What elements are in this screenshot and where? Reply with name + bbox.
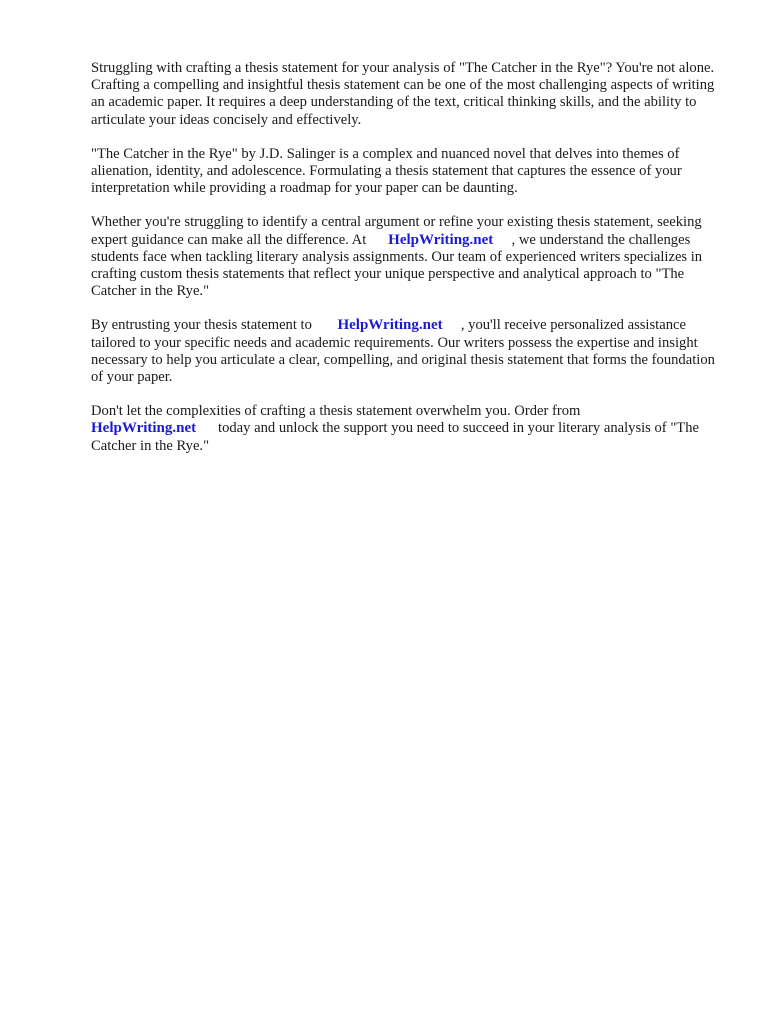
paragraph-expert-guidance-text-after: , we understand the challenges students face when tackling literary analysis assignments. Our team of experienced writers specializes in crafting custom thesis statements that reflect your unique perspective and analytical approach to "The Catcher in the Rye."	[91, 231, 703, 300]
paragraph-expert-guidance	[91, 214, 721, 300]
paragraph-entrusting-text-after: , you'll receive personalized assistance tailored to your specific needs and academic requirements. Our writers possess the expertise and insight necessary to help you articulate a clear, compelling, and original thesis statement that forms the foundation of your paper.	[91, 317, 715, 386]
paragraph-novel-summary-text: "The Catcher in the Rye" by J.D. Salinger is a complex and nuanced novel that delves into themes of alienation, identity, and adolescence. Formulating a thesis statement that captures the essence of your interpretation while providing a roadmap for your paper can be daunting.	[91, 145, 682, 197]
helpwriting-link-1[interactable]: HelpWriting.net	[388, 231, 494, 248]
paragraph-call-to-action-text-after: today and unlock the support you need to succeed in your literary analysis of "The Catcher in the Rye."	[91, 420, 699, 454]
helpwriting-link-3[interactable]: HelpWriting.net	[91, 420, 197, 437]
paragraph-entrusting-text-before: By entrusting your thesis statement to	[91, 317, 312, 334]
document-page	[91, 60, 721, 472]
helpwriting-link-2[interactable]: HelpWriting.net	[337, 317, 443, 334]
paragraph-expert-guidance-text-before: Whether you're struggling to identify a central argument or refine your existing thesis statement, seeking expert guidance can make all the difference. At	[91, 214, 702, 248]
paragraph-call-to-action	[91, 403, 721, 455]
paragraph-intro-text: Struggling with crafting a thesis statement for your analysis of "The Catcher in the Rye"? You're not alone. Crafting a compelling and insightful thesis statement can be one of the most challenging aspects of writing an academic paper. It requires a deep understanding of the text, critical thinking skills, and the ability to articulate your ideas concisely and effectively.	[91, 60, 715, 128]
paragraph-entrusting	[91, 317, 721, 386]
paragraph-novel-summary	[91, 146, 721, 198]
paragraph-call-to-action-text-before: Don't let the complexities of crafting a thesis statement overwhelm you. Order from	[91, 403, 581, 420]
paragraph-intro	[91, 60, 721, 129]
